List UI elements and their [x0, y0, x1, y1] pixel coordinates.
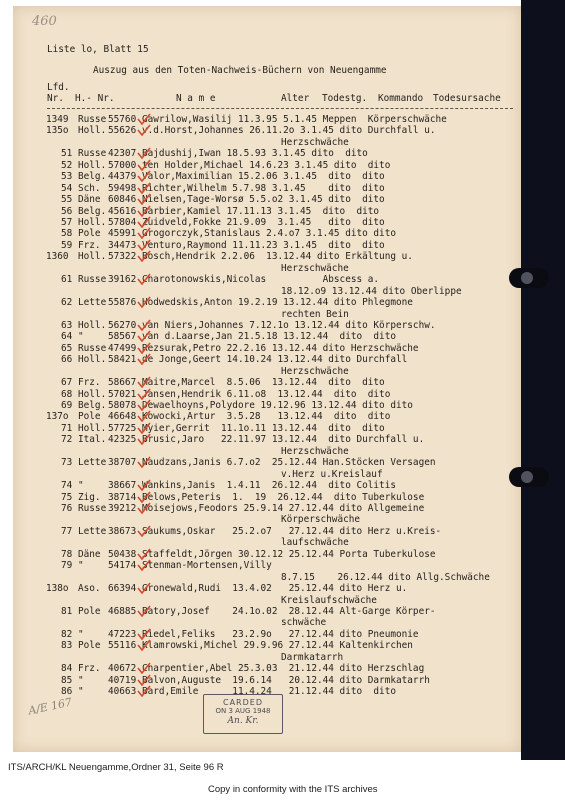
prisoner-number: 56270 — [108, 319, 137, 331]
prisoner-number: 46885 — [108, 605, 137, 617]
prisoner-number: 38714 — [108, 491, 137, 503]
entry-number: 74 — [61, 480, 73, 492]
prisoner-number: 57322 — [108, 251, 137, 263]
punch-hole — [509, 268, 549, 288]
nationality: Russe — [78, 274, 107, 286]
entry-details: de Jonge,Geert 14.10.24 13.12.44 dito Durchfall — [142, 354, 408, 366]
conformity-note: Copy in conformity with the ITS archives — [208, 784, 378, 795]
entry-details: Saukums,Oskar 25.2.o7 27.12.44 dito Herz u.Kreis- — [142, 525, 442, 537]
entry-details: van d.Laarse,Jan 21.5.18 13.12.44 dito dito — [142, 331, 396, 343]
entry-number: 138o — [46, 583, 69, 594]
entry-number: 83 — [61, 640, 73, 652]
nationality: " — [78, 628, 84, 640]
entry-details: Herzschwäche — [281, 445, 349, 457]
entry-details: 8.7.15 26.12.44 dito Allg.Schwäche — [281, 571, 490, 583]
entry-details: rechten Bein — [281, 308, 349, 320]
prisoner-number: 44379 — [108, 171, 137, 183]
nationality: Belg. — [78, 171, 107, 183]
check-mark-icon — [137, 479, 151, 491]
nationality: Belg. — [78, 205, 107, 217]
header-kommando: Kommando — [378, 93, 424, 104]
prisoner-number: 47499 — [108, 342, 137, 354]
header-lfd: Lfd. — [47, 82, 70, 93]
entry-details: Kreislaufschwäche — [281, 594, 377, 606]
nationality: " — [78, 674, 84, 686]
entry-number: 85 — [61, 674, 73, 686]
entry-number: 67 — [61, 377, 73, 389]
entry-details: Balvon,Auguste 19.6.14 20.12.44 dito Darmkatarrh — [142, 674, 430, 686]
nationality: Holl. — [78, 217, 107, 228]
nationality: Russe — [78, 342, 107, 354]
prisoner-number: 58421 — [108, 354, 137, 366]
prisoner-number: 38707 — [108, 457, 137, 469]
entry-details: Richter,Wilhelm 5.7.98 3.1.45 dito dito — [142, 182, 385, 194]
entry-number: 65 — [61, 342, 73, 354]
nationality: Belg. — [78, 400, 107, 411]
list-title: Liste lo, Blatt 15 — [47, 44, 149, 55]
entry-details: Bard,Emile 11.4.24 21.12.44 dito dito — [142, 686, 396, 697]
entry-details: Darmkatarrh — [281, 651, 344, 663]
nationality: Holl. — [78, 319, 107, 331]
nationality: Frz. — [78, 377, 101, 389]
check-mark-icon — [137, 502, 151, 514]
check-mark-icon — [137, 605, 151, 617]
header-death-date: Todestg. — [322, 93, 368, 104]
nationality: Zig. — [78, 491, 101, 503]
prisoner-number: 40719 — [108, 674, 137, 686]
check-mark-icon — [137, 559, 151, 571]
entry-number: 1349 — [46, 114, 69, 125]
entry-number: 52 — [61, 159, 73, 171]
entry-number: 137o — [46, 411, 69, 423]
check-mark-icon — [137, 685, 151, 697]
nationality: Frz. — [78, 663, 101, 675]
punch-hole — [509, 467, 549, 487]
nationality: Lette — [78, 297, 107, 308]
entry-number: 82 — [61, 628, 73, 640]
entry-number: 59 — [61, 239, 73, 251]
prisoner-number: 38673 — [108, 525, 137, 537]
entry-details: Batory,Josef 24.1o.02 28.12.44 Alt-Garge Körper- — [142, 605, 436, 617]
entry-details: Kowocki,Artur 3.5.28 13.12.44 dito dito — [142, 411, 391, 423]
entry-details: Jansen,Hendrik 6.11.o8 13.12.44 dito dito — [142, 388, 391, 400]
prisoner-number: 39212 — [108, 503, 137, 514]
entry-number: 58 — [61, 228, 73, 240]
check-mark-icon — [137, 548, 151, 560]
check-mark-icon — [137, 342, 151, 354]
check-mark-icon — [137, 159, 151, 171]
header-cause: Todesursache — [433, 93, 501, 104]
entry-number: 73 — [61, 457, 73, 469]
entry-number: 64 — [61, 331, 73, 343]
nationality: Pole — [78, 411, 101, 423]
entry-number: 55 — [61, 194, 73, 206]
entry-details: Gawrilow,Wasilij 11.3.95 5.1.45 Meppen Körperschwäche — [142, 114, 447, 125]
entry-details: Naudzans,Janis 6.7.o2 25.12.44 Han.Stöcken Versagen — [142, 457, 436, 469]
nationality: Ital. — [78, 434, 107, 446]
entry-details: Staffeldt,Jörgen 30.12.12 25.12.44 Porta Tuberkulose — [142, 548, 436, 560]
check-mark-icon — [137, 410, 151, 422]
entry-number: 135o — [46, 125, 69, 137]
entry-number: 71 — [61, 422, 73, 434]
entry-details: Zuidveld,Fokke 21.9.09 3.1.45 dito dito — [142, 217, 385, 228]
nationality: Holl. — [78, 159, 107, 171]
entry-number: 75 — [61, 491, 73, 503]
entry-details: Herzschwäche — [281, 365, 349, 377]
nationality: Lette — [78, 525, 107, 537]
check-mark-icon — [137, 296, 151, 308]
header-age: Alter — [281, 93, 310, 104]
folder-binding — [521, 0, 565, 760]
entry-number: 76 — [61, 503, 73, 514]
prisoner-number: 57000 — [108, 159, 137, 171]
entry-details: Myier,Gerrit 11.1o.11 13.12.44 dito dito — [142, 422, 385, 434]
entry-number: 79 — [61, 560, 73, 572]
check-mark-icon — [137, 124, 151, 136]
entry-number: 84 — [61, 663, 73, 675]
check-mark-icon — [137, 330, 151, 342]
check-mark-icon — [137, 319, 151, 331]
nationality: Holl. — [78, 422, 107, 434]
check-mark-icon — [137, 250, 151, 262]
nationality: " — [78, 560, 84, 572]
entry-number: 68 — [61, 388, 73, 400]
prisoner-number: 54174 — [108, 560, 137, 572]
nationality: Däne — [78, 194, 101, 206]
nationality: Sch. — [78, 182, 101, 194]
check-mark-icon — [137, 399, 151, 411]
nationality: Russe — [78, 503, 107, 514]
nationality: Holl. — [78, 354, 107, 366]
prisoner-number: 55626 — [108, 125, 137, 137]
entry-number: 78 — [61, 548, 73, 560]
nationality: Pole — [78, 228, 101, 240]
prisoner-number: 40672 — [108, 663, 137, 675]
check-mark-icon — [137, 422, 151, 434]
check-mark-icon — [137, 170, 151, 182]
check-mark-icon — [137, 193, 151, 205]
stamp-initials: An. Kr. — [227, 716, 259, 726]
entry-details: Riedel,Feliks 23.2.9o 27.12.44 dito Pneumonie — [142, 628, 419, 640]
prisoner-number: 59498 — [108, 182, 137, 194]
nationality: Russe — [78, 114, 107, 125]
entry-details: Barbier,Kamiel 17.11.13 3.1.45 dito dito — [142, 205, 380, 217]
nationality: Holl. — [78, 125, 107, 137]
entry-details: Moisejows,Feodors 25.9.14 27.12.44 dito Allgemeine — [142, 503, 425, 514]
check-mark-icon — [137, 388, 151, 400]
entry-details: Rezsurak,Petro 22.2.16 13.12.44 dito Herzschwäche — [142, 342, 419, 354]
entry-details: laufschwäche — [281, 537, 349, 549]
entry-number: 69 — [61, 400, 73, 411]
entry-number: 53 — [61, 171, 73, 183]
entry-details: Venturo,Raymond 11.11.23 3.1.45 dito dito — [142, 239, 385, 251]
entry-number: 81 — [61, 605, 73, 617]
entry-details: ten Holder,Michael 14.6.23 3.1.45 dito dito — [142, 159, 391, 171]
check-mark-icon — [137, 376, 151, 388]
nationality: Lette — [78, 457, 107, 469]
prisoner-number: 46648 — [108, 411, 137, 423]
check-mark-icon — [137, 674, 151, 686]
nationality: " — [78, 331, 84, 343]
prisoner-number: 66394 — [108, 583, 137, 594]
entry-details: Körperschwäche — [281, 514, 361, 526]
prisoner-number: 57725 — [108, 422, 137, 434]
prisoner-number: 39162 — [108, 274, 137, 286]
header-prisoner-number: H.- Nr. — [75, 93, 115, 104]
check-mark-icon — [137, 433, 151, 445]
handwritten-number: 460 — [32, 14, 57, 29]
prisoner-number: 40663 — [108, 686, 137, 697]
check-mark-icon — [137, 639, 151, 651]
entry-details: Grogorczyk,Stanislaus 2.4.o7 3.1.45 dito dito — [142, 228, 396, 240]
entry-details: 18.12.o9 13.12.44 dito Oberlippe — [281, 285, 462, 297]
prisoner-number: 45616 — [108, 205, 137, 217]
entry-number: 72 — [61, 434, 73, 446]
entry-details: Valor,Maximilian 15.2.06 3.1.45 dito dito — [142, 171, 385, 183]
check-mark-icon — [137, 113, 151, 125]
entry-details: Wankins,Janis 1.4.11 26.12.44 dito Colitis — [142, 480, 396, 492]
entry-details: Hodwedskis,Anton 19.2.19 13.12.44 dito Phlegmone — [142, 297, 413, 308]
entry-number: 62 — [61, 297, 73, 308]
check-mark-icon — [137, 628, 151, 640]
archive-source: ITS/ARCH/KL Neuengamme,Ordner 31, Seite 96 R — [8, 762, 224, 773]
entry-details: v.Herz u.Kreislauf — [281, 468, 383, 480]
entry-details: Bosch,Hendrik 2.2.06 13.12.44 dito Erkältung u. — [142, 251, 413, 263]
entry-details: Nielsen,Tage-Worsø 5.5.o2 3.1.45 dito dito — [142, 194, 385, 206]
entry-details: Klamrowski,Michel 29.9.96 27.12.44 Kaltenkirchen — [142, 640, 413, 652]
check-mark-icon — [137, 239, 151, 251]
entry-number: 66 — [61, 354, 73, 366]
entry-details: v.d.Horst,Johannes 26.11.2o 3.1.45 dito Durchfall u. — [142, 125, 436, 137]
check-mark-icon — [137, 491, 151, 503]
header-name: N a m e — [176, 93, 216, 104]
entry-details: schwäche — [281, 617, 327, 629]
entry-number: 63 — [61, 319, 73, 331]
entry-details: Dewaelhoyns,Polydore 19.12.96 13.12.44 dito dito — [142, 400, 413, 411]
entry-number: 51 — [61, 148, 73, 160]
prisoner-number: 55876 — [108, 297, 137, 308]
nationality: Russe — [78, 148, 107, 160]
nationality: Holl. — [78, 388, 107, 400]
nationality: Pole — [78, 640, 101, 652]
entry-details: Gronewald,Rudi 13.4.02 25.12.44 dito Herz u. — [142, 583, 408, 594]
check-mark-icon — [137, 525, 151, 537]
check-mark-icon — [137, 662, 151, 674]
entry-number: 56 — [61, 205, 73, 217]
prisoner-number: 50438 — [108, 548, 137, 560]
prisoner-number: 42307 — [108, 148, 137, 160]
check-mark-icon — [137, 205, 151, 217]
pencil-note: A/E 167 — [27, 695, 74, 718]
entry-details: Herzschwäche — [281, 136, 349, 148]
entry-number: 57 — [61, 217, 73, 228]
prisoner-number: 55760 — [108, 114, 137, 125]
check-mark-icon — [137, 353, 151, 365]
entry-details: Bajdushij,Iwan 18.5.93 3.1.45 dito dito — [142, 148, 368, 160]
entry-number: 54 — [61, 182, 73, 194]
prisoner-number: 58567 — [108, 331, 137, 343]
header-rule — [47, 108, 513, 109]
entry-details: van Niers,Johannes 7.12.1o 13.12.44 dito Körperschw. — [142, 319, 436, 331]
entry-details: Charotonowskis,Nicolas Abscess a. — [142, 274, 380, 286]
entry-details: Belows,Peteris 1. 19 26.12.44 dito Tuberkulose — [142, 491, 425, 503]
stamp-carded: CARDED — [223, 698, 263, 707]
prisoner-number: 57021 — [108, 388, 137, 400]
entry-details: Brusic,Jaro 22.11.97 13.12.44 dito Durchfall u. — [142, 434, 425, 446]
entry-details: Herzschwäche — [281, 262, 349, 274]
nationality: Aso. — [78, 583, 101, 594]
check-mark-icon — [137, 227, 151, 239]
prisoner-number: 34473 — [108, 239, 137, 251]
stamp-date: ON 3 AUG 1948 — [215, 707, 271, 715]
nationality: Holl. — [78, 251, 107, 263]
prisoner-number: 58667 — [108, 377, 137, 389]
nationality: Pole — [78, 605, 101, 617]
check-mark-icon — [137, 216, 151, 228]
document-heading: Auszug aus den Toten-Nachweis-Büchern von Neuengamme — [93, 65, 387, 76]
entry-details: Maitre,Marcel 8.5.06 13.12.44 dito dito — [142, 377, 385, 389]
prisoner-number: 45991 — [108, 228, 137, 240]
entry-details: Charpentier,Abel 25.3.03 21.12.44 dito Herzschlag — [142, 663, 425, 675]
entry-number: 86 — [61, 686, 73, 697]
nationality: Frz. — [78, 239, 101, 251]
entry-number: 61 — [61, 274, 73, 286]
prisoner-number: 60846 — [108, 194, 137, 206]
nationality: Däne — [78, 548, 101, 560]
prisoner-number: 38667 — [108, 480, 137, 492]
prisoner-number: 55116 — [108, 640, 137, 652]
nationality: " — [78, 480, 84, 492]
nationality: " — [78, 686, 84, 697]
check-mark-icon — [137, 582, 151, 594]
prisoner-number: 42325 — [108, 434, 137, 446]
check-mark-icon — [137, 456, 151, 468]
entry-number: 77 — [61, 525, 73, 537]
header-nr: Nr. — [47, 93, 64, 104]
entry-details: Stenman-Mortensen,Villy — [142, 560, 272, 572]
check-mark-icon — [137, 182, 151, 194]
prisoner-number: 57804 — [108, 217, 137, 228]
prisoner-number: 58078 — [108, 400, 137, 411]
check-mark-icon — [137, 147, 151, 159]
check-mark-icon — [137, 273, 151, 285]
entry-number: 1360 — [46, 251, 69, 263]
carded-stamp — [203, 694, 283, 734]
prisoner-number: 47223 — [108, 628, 137, 640]
